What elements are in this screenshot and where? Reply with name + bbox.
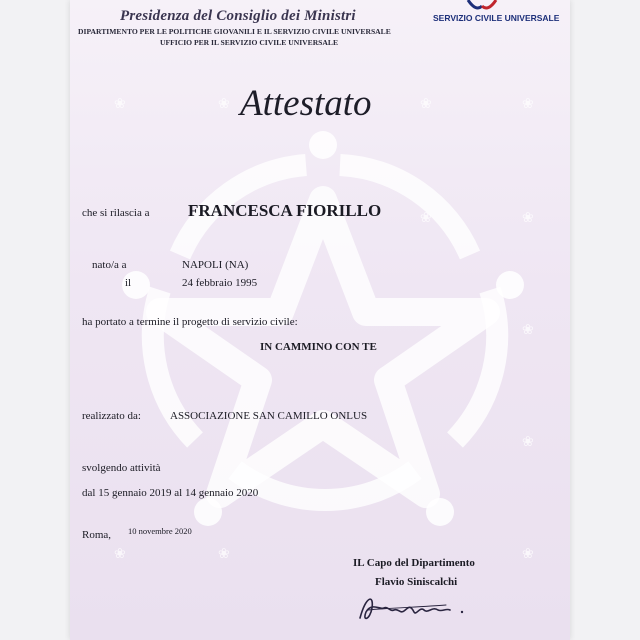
recipient-label: che si rilascia a: [82, 207, 150, 219]
service-period: dal 15 gennaio 2019 al 14 gennaio 2020: [82, 487, 259, 499]
ring-arc-bottom: [235, 470, 415, 500]
flower-ornament: ❀: [114, 547, 126, 562]
flower-ornament: ❀: [218, 97, 230, 112]
flower-ornament: ❀: [522, 323, 534, 338]
ring-dot: [426, 498, 454, 526]
signatory-role: IL Capo del Dipartimento: [353, 557, 475, 569]
ring-dot: [309, 131, 337, 159]
born-label: nato/a a: [92, 259, 127, 271]
flower-ornament: ❀: [522, 547, 534, 562]
servizio-civile-label: SERVIZIO CIVILE UNIVERSALE: [433, 13, 560, 23]
organization-name: ASSOCIAZIONE SAN CAMILLO ONLUS: [170, 410, 368, 422]
office-name: UFFICIO PER IL SERVIZIO CIVILE UNIVERSALE: [160, 38, 339, 47]
flower-ornament: ❀: [420, 211, 432, 226]
issue-place: Roma,: [82, 529, 112, 541]
activity-label: svolgendo attività: [82, 462, 161, 474]
flower-ornament: ❀: [218, 547, 230, 562]
organization-label: realizzato da:: [82, 410, 141, 422]
flower-ornament: ❀: [522, 97, 534, 112]
department-name: DIPARTIMENTO PER LE POLITICHE GIOVANILI E IL SERVIZIO CIVILE UNIVERSALE: [78, 27, 391, 36]
recipient-name: FRANCESCA FIORILLO: [188, 201, 382, 220]
flower-ornament: ❀: [114, 97, 126, 112]
issue-date: 10 novembre 2020: [128, 526, 192, 536]
project-name: IN CAMMINO CON TE: [260, 341, 377, 353]
project-label: ha portato a termine il progetto di servizio civile:: [82, 316, 298, 328]
servizio-civile-logo: [462, 0, 502, 12]
certificate-title: Attestato: [240, 83, 372, 124]
signatory-name: Flavio Siniscalchi: [375, 576, 458, 588]
flower-ornament: ❀: [420, 97, 432, 112]
certificate-sheet: [70, 0, 570, 640]
handwritten-signature: [350, 588, 490, 628]
birth-date: 24 febbraio 1995: [182, 277, 258, 289]
flower-ornament: ❀: [522, 435, 534, 450]
institution-title: Presidenza del Consiglio dei Ministri: [120, 8, 356, 24]
birth-place: NAPOLI (NA): [182, 259, 249, 271]
birth-date-label: il: [125, 277, 132, 289]
ring-dot: [194, 498, 222, 526]
ring-dot: [496, 271, 524, 299]
flower-ornament: ❀: [522, 211, 534, 226]
